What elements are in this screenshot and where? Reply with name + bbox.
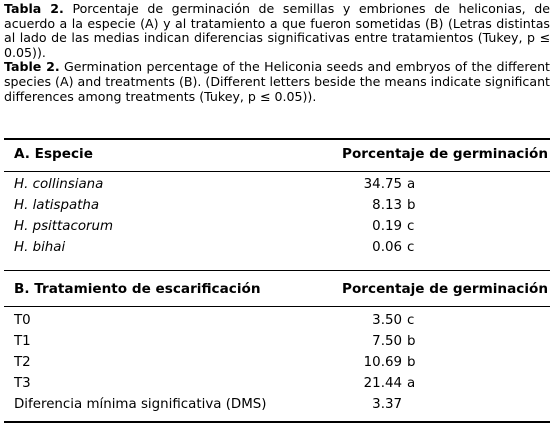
table-row [4, 177, 550, 197]
species-name: H. collinsiana [14, 177, 104, 192]
significance-letter: c [407, 240, 415, 255]
caption-spanish-label: Tabla 2. [4, 1, 64, 16]
significance-letter: c [407, 219, 415, 234]
caption-english-label: Table 2. [4, 59, 60, 75]
germination-value: 8.13 [372, 198, 402, 213]
significance-letter: a [407, 376, 416, 391]
caption-spanish-text: Porcentaje de germinación de semillas y embriones de heliconias, de acuerdo a la especie (A) y al tratamiento a que fueron sometidas (B) (Letras distintas al lado de las medias indican diferencias significativas entre tratamientos (Tukey, p ≤ 0.05)). [4, 1, 550, 60]
germination-value: 3.50 [372, 313, 402, 328]
treatment-name: T3 [14, 376, 31, 391]
table-caption [4, 2, 550, 104]
table-row [4, 334, 550, 354]
treatment-name: T0 [14, 313, 31, 328]
section-b-top-rule [4, 270, 550, 271]
table-bottom-rule [4, 421, 550, 423]
significance-letter: b [407, 198, 416, 213]
significance-letter: b [407, 334, 416, 349]
table-row [4, 313, 550, 333]
significance-letter: a [407, 177, 416, 192]
germination-value: 7.50 [372, 334, 402, 349]
table-row [4, 198, 550, 218]
table-row [4, 219, 550, 239]
table-row [4, 376, 550, 396]
section-b-header-row [4, 281, 550, 301]
species-name: H. psittacorum [14, 219, 114, 234]
table-row [4, 397, 550, 417]
table-row [4, 355, 550, 375]
section-a-value-header: Porcentaje de germinación [342, 146, 548, 162]
section-a-header: A. Especie [14, 146, 93, 162]
dms-value: 3.37 [372, 397, 402, 412]
caption-spanish [4, 2, 550, 60]
species-name: H. bihai [14, 240, 66, 255]
section-a-header-row [4, 146, 550, 166]
significance-letter: b [407, 355, 416, 370]
table-row [4, 240, 550, 260]
treatment-name: T2 [14, 355, 31, 370]
germination-value: 34.75 [363, 177, 402, 192]
germination-value: 10.69 [363, 355, 402, 370]
section-b-value-header: Porcentaje de germinación [342, 281, 548, 297]
germination-value: 0.19 [372, 219, 402, 234]
significance-letter: c [407, 313, 415, 328]
treatment-name: T1 [14, 334, 31, 349]
section-a-header-rule [4, 171, 550, 172]
section-b-header-rule [4, 306, 550, 307]
table-top-rule [4, 138, 550, 140]
germination-value: 0.06 [372, 240, 402, 255]
section-b-header: B. Tratamiento de escarificación [14, 281, 261, 297]
caption-english [4, 60, 550, 104]
species-name: H. latispatha [14, 198, 100, 213]
germination-value: 21.44 [363, 376, 402, 391]
dms-label: Diferencia mínima significativa (DMS) [14, 397, 267, 412]
caption-english-text: Germination percentage of the Heliconia seeds and embryos of the different species (A) and treatments (B). (Different letters beside the means indicate significant differences among treatments (Tukey, p ≤ 0.05)). [4, 59, 550, 104]
